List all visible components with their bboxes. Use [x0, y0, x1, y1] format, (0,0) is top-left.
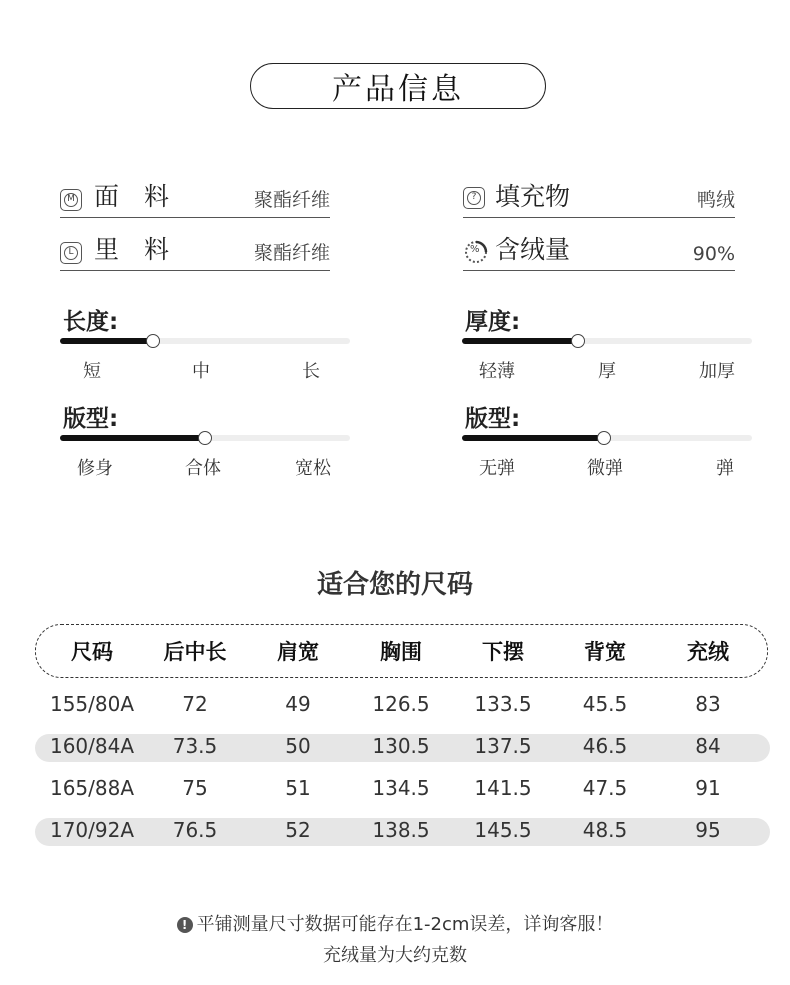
- table-cell: 51: [285, 776, 311, 800]
- table-cell: 155/80A: [49, 692, 135, 716]
- slider-label: 合体: [185, 458, 221, 479]
- slider-knob: [146, 334, 160, 348]
- info-label: 面 料: [94, 182, 170, 211]
- table-cell: 46.5: [582, 734, 628, 758]
- slider-label: 长: [302, 361, 320, 382]
- column-header: 背宽: [584, 640, 626, 664]
- column-header: 肩宽: [277, 640, 319, 664]
- m-badge-letter: M: [64, 193, 78, 207]
- question-badge-letter: ?: [467, 191, 481, 205]
- slider-fill: [462, 435, 604, 441]
- measurement-note: [0, 910, 790, 936]
- table-cell: 52: [285, 818, 311, 842]
- table-cell: 49: [285, 692, 311, 716]
- l-badge-icon: [60, 242, 82, 264]
- slider-heading-stretch: 版型:: [465, 406, 521, 432]
- table-cell: 170/92A: [49, 818, 135, 842]
- table-cell: 95: [695, 818, 721, 842]
- info-label: 填充物: [495, 182, 571, 211]
- info-row-lining: [60, 231, 330, 271]
- table-cell: 137.5: [474, 734, 532, 758]
- info-row-down-content: [463, 231, 735, 271]
- slider-label: 中: [192, 361, 210, 382]
- column-header: 尺码: [71, 640, 113, 664]
- m-badge-icon: [60, 189, 82, 211]
- column-header: 胸围: [380, 640, 422, 664]
- slider-label: 轻薄: [479, 361, 515, 382]
- slider-label: 宽松: [295, 458, 331, 479]
- fill-weight-note: 充绒量为大约克数: [323, 945, 467, 966]
- slider-label: 短: [83, 361, 101, 382]
- info-value: 聚酯纤维: [253, 242, 330, 264]
- table-cell: 47.5: [582, 776, 628, 800]
- slider-label: 厚: [598, 361, 616, 382]
- table-cell: 48.5: [582, 818, 628, 842]
- table-cell: 138.5: [372, 818, 430, 842]
- table-cell: 83: [695, 692, 721, 716]
- slider-knob: [198, 431, 212, 445]
- slider-fill: [60, 435, 205, 441]
- product-info-title-pill: [250, 63, 546, 109]
- page-title: 产品信息: [332, 72, 464, 107]
- table-cell: 134.5: [372, 776, 430, 800]
- size-section-title: 适合您的尺码: [316, 570, 473, 600]
- length-slider: [60, 338, 350, 344]
- info-value: 聚酯纤维: [253, 189, 330, 211]
- table-cell: 50: [285, 734, 311, 758]
- table-cell: 160/84A: [49, 734, 135, 758]
- slider-label: 修身: [77, 458, 113, 479]
- slider-label: 加厚: [699, 361, 735, 382]
- table-cell: 91: [695, 776, 721, 800]
- table-cell: 73.5: [172, 734, 218, 758]
- slider-knob: [597, 431, 611, 445]
- fit-slider: [60, 435, 350, 441]
- slider-label: 无弹: [479, 458, 515, 479]
- slider-fill: [60, 338, 153, 344]
- table-cell: 141.5: [474, 776, 532, 800]
- slider-heading-length: 长度:: [63, 309, 119, 335]
- slider-knob: [571, 334, 585, 348]
- column-header: 下摆: [482, 640, 524, 664]
- info-label: 含绒量: [495, 235, 571, 264]
- stretch-slider: [462, 435, 752, 441]
- table-cell: 145.5: [474, 818, 532, 842]
- table-cell: 75: [182, 776, 208, 800]
- table-cell: 84: [695, 734, 721, 758]
- slider-label: 微弹: [587, 458, 623, 479]
- column-header: 后中长: [163, 640, 227, 664]
- table-cell: 165/88A: [49, 776, 135, 800]
- table-cell: 126.5: [372, 692, 430, 716]
- info-row-filling: [463, 178, 735, 218]
- l-badge-letter: L: [64, 246, 78, 260]
- table-cell: 133.5: [474, 692, 532, 716]
- table-cell: 45.5: [582, 692, 628, 716]
- slider-heading-fit: 版型:: [63, 406, 119, 432]
- table-cell: 76.5: [172, 818, 218, 842]
- slider-heading-thickness: 厚度:: [465, 309, 521, 335]
- info-row-fabric: [60, 178, 330, 218]
- slider-fill: [462, 338, 578, 344]
- percent-dial-icon: [463, 239, 489, 265]
- table-cell: 72: [182, 692, 208, 716]
- thickness-slider: [462, 338, 752, 344]
- column-header: 充绒: [687, 640, 729, 664]
- question-badge-icon: [463, 187, 485, 209]
- percent-glyph: %: [470, 244, 480, 255]
- info-value: 鸭绒: [696, 189, 735, 211]
- note-text: 平铺测量尺寸数据可能存在1-2cm误差，详询客服！: [196, 914, 614, 935]
- info-value: 90%: [692, 243, 735, 265]
- info-label: 里 料: [94, 235, 170, 264]
- exclamation-icon: !: [177, 917, 193, 933]
- table-cell: 130.5: [372, 734, 430, 758]
- slider-label: 弹: [716, 458, 734, 479]
